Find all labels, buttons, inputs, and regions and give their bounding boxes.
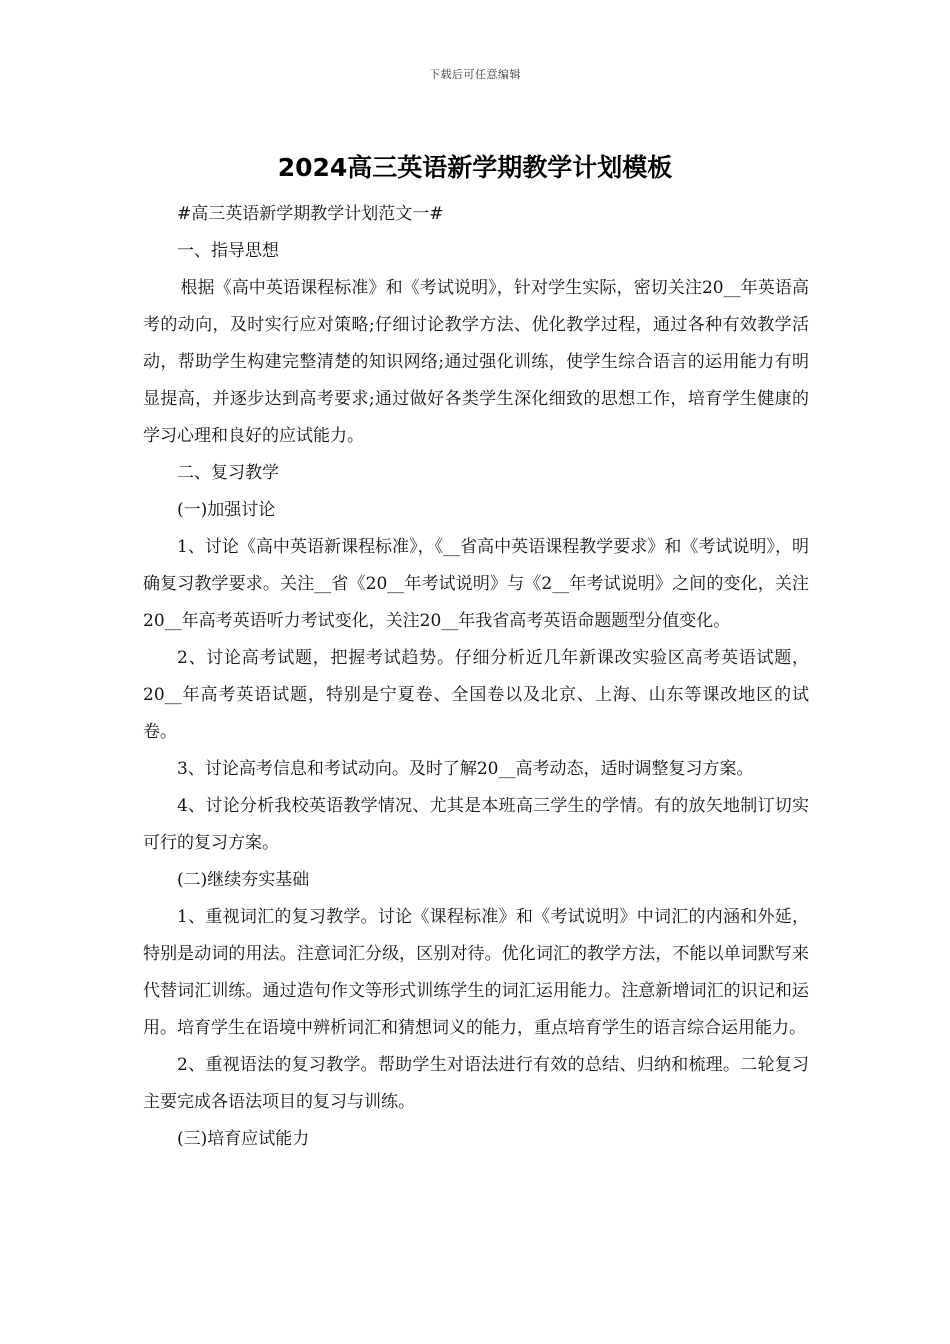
document-title: 2024高三英语新学期教学计划模板 — [277, 153, 673, 182]
paragraph-grammar-review: 2、重视语法的复习教学。帮助学生对语法进行有效的总结、归纳和梳理。二轮复习主要完成各语法项目的复习与训练。 — [143, 1055, 809, 1112]
paragraph-research-item-1: 1、讨论《高中英语新课程标准》，《__省高中英语课程教学要求》和《考试说明》，明确复习教学要求。关注__省《20__年考试说明》与《2__年考试说明》之间的变化，关注20__年高考英语听力考试变化，关注20__年我省高考英语命题题型分值变化。 — [143, 537, 809, 631]
document-body — [143, 196, 809, 1158]
subheading-consolidate-foundation: (二)继续夯实基础 — [177, 870, 310, 890]
paragraph-research-item-2: 2、讨论高考试题，把握考试趋势。仔细分析近几年新课改实验区高考英语试题，20__年高考英语试题，特别是宁夏卷、全国卷以及北京、上海、山东等课改地区的试卷。 — [143, 648, 809, 742]
heading-review-teaching: 二、复习教学 — [177, 463, 279, 483]
paragraph-vocabulary-review: 1、重视词汇的复习教学。讨论《课程标准》和《考试说明》中词汇的内涵和外延，特别是动词的用法。注意词汇分级，区别对待。优化词汇的教学方法，不能以单词默写来代替词汇训练。通过造句作文等形式训练学生的词汇运用能力。注意新增词汇的识记和运用。培育学生在语境中辨析词汇和猜想词义的能力，重点培育学生的语言综合运用能力。 — [143, 907, 809, 1038]
section-heading-sample-one: #高三英语新学期教学计划范文一# — [177, 204, 444, 224]
page-header-note: 下载后可任意编辑 — [429, 68, 521, 81]
paragraph-research-item-3: 3、讨论高考信息和考试动向。及时了解20__高考动态，适时调整复习方案。 — [177, 759, 754, 779]
paragraph-research-item-4: 4、讨论分析我校英语教学情况、尤其是本班高三学生的学情。有的放矢地制订切实可行的复习方案。 — [143, 796, 809, 853]
paragraph-guiding-ideology: 根据《高中英语课程标准》和《考试说明》，针对学生实际，密切关注20__年英语高考的动向，及时实行应对策略;仔细讨论教学方法、优化教学过程，通过各种有效教学活动，帮助学生构建完整清楚的知识网络;通过强化训练，使学生综合语言的运用能力有明显提高，并逐步达到高考要求;通过做好各类学生深化细致的思想工作，培育学生健康的学习心理和良好的应试能力。 — [143, 278, 809, 446]
subheading-strengthen-research: (一)加强讨论 — [177, 500, 276, 520]
heading-guiding-ideology: 一、指导思想 — [177, 241, 279, 261]
subheading-exam-ability: (三)培育应试能力 — [177, 1129, 310, 1149]
